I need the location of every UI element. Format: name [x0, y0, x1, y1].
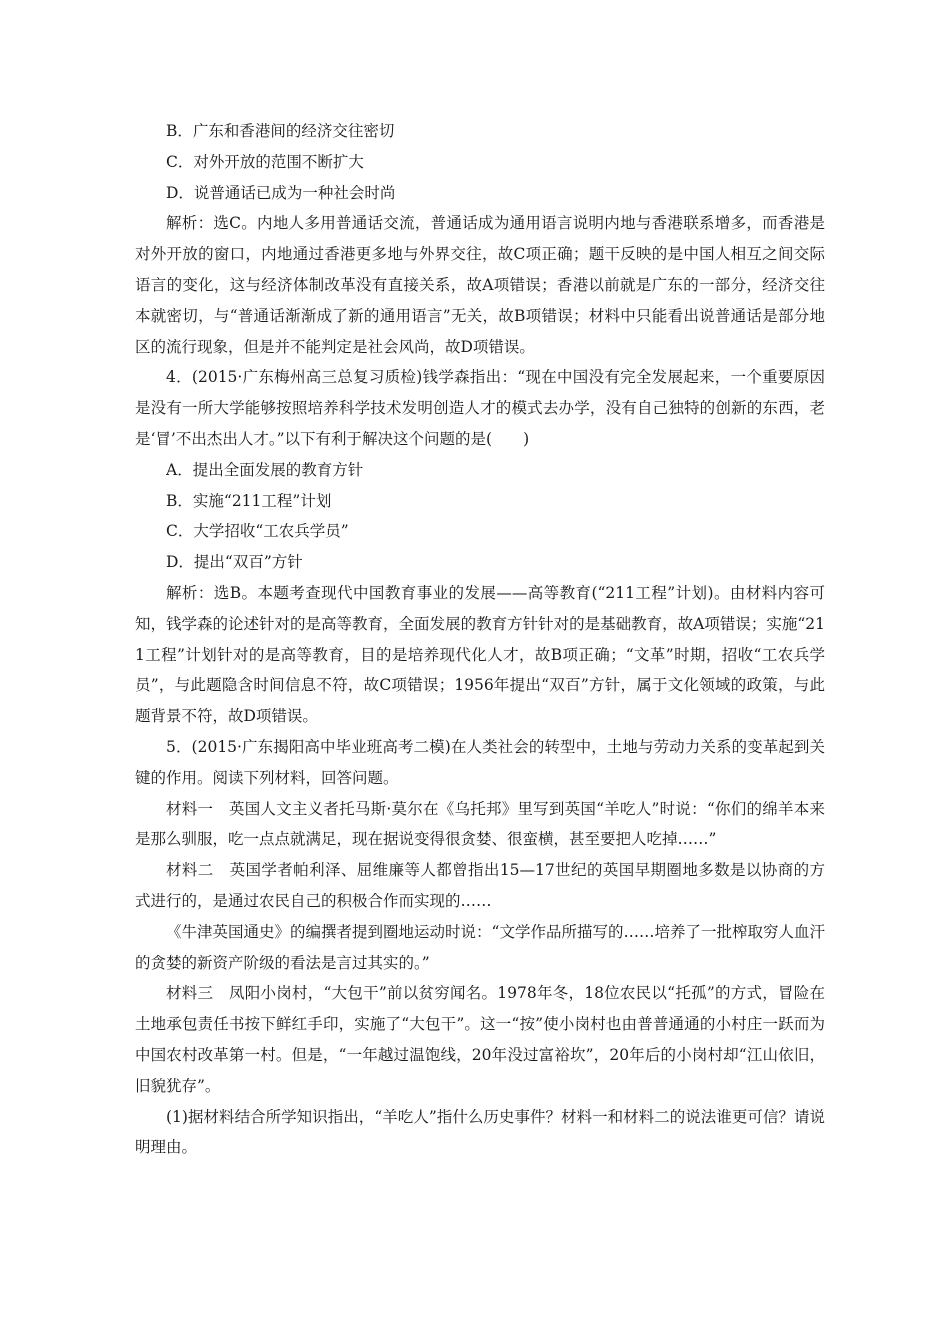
q5-material-2: 材料二 英国学者帕利泽、屈维廉等人都曾指出15—17世纪的英国早期圈地多数是以协商的方式进行的，是通过农民自己的积极合作而实现的…… — [135, 861, 825, 910]
q3-analysis: 解析：选C。内地人多用普通话交流，普通话成为通用语言说明内地与香港联系增多，而香港是对外开放的窗口，内地通过香港更多地与外界交往，故C项正确；题干反映的是中国人相互之间交际语言的变化，这与经济体制改革没有直接关系，故A项错误；香港以前就是广东的一部分，经济交往本就密切，与“普通话渐渐成了新的通用语言”无关，故B项错误；材料中只能看出说普通话是部分地区的流行现象，但是并不能判定是社会风尚，故D项错误。 — [135, 214, 825, 356]
q3-option-d: D．说普通话已成为一种社会时尚 — [166, 183, 396, 202]
q5-material-2-quote: 《牛津英国通史》的编撰者提到圈地运动时说：“文学作品所描写的……培养了一批榨取穷人血汗的贪婪的新资产阶级的看法是言过其实的。” — [135, 922, 825, 972]
q5-material-1: 材料一 英国人文主义者托马斯·莫尔在《乌托邦》里写到英国“羊吃人”时说：“你们的绵羊本来是那么驯服，吃一点点就满足，现在据说变得很贪婪、很蛮横，甚至要把人吃掉……” — [135, 799, 825, 849]
q4-option-c: C．大学招收“工农兵学员” — [166, 522, 349, 541]
q3-option-c: C．对外开放的范围不断扩大 — [166, 152, 364, 171]
q4-option-d: D．提出“双百”方针 — [166, 553, 303, 572]
q5-material-3: 材料三 凤阳小岗村，“大包干”前以贫穷闻名。1978年冬，18位农民以“托孤”的方式，冒险在土地承包责任书按下鲜红手印，实施了“大包干”。这一“按”使小岗村也由普普通通的小村庄一跃而为中国农村改革第一村。但是，“一年越过温饱线，20年没过富裕坎”，20年后的小岗村却“江山依旧，旧貌犹存”。 — [135, 984, 825, 1095]
q5-stem: 5．(2015·广东揭阳高中毕业班高考二模)在人类社会的转型中，土地与劳动力关系的变革起到关键的作用。阅读下列材料，回答问题。 — [135, 737, 825, 787]
q4-option-b: B．实施“211工程”计划 — [166, 491, 332, 510]
q4-analysis: 解析：选B。本题考查现代中国教育事业的发展——高等教育(“211工程”计划)。由材料内容可知，钱学森的论述针对的是高等教育，全面发展的教育方针针对的是基础教育，故A项错误；实施“211工程”计划针对的是高等教育，目的是培养现代化人才，故B项正确；“文革”时期，招收“工农兵学员”，与此题隐含时间信息不符，故C项错误；1956年提出“双百”方针，属于文化领域的政策，与此题背景不符，故D项错误。 — [135, 583, 825, 726]
q3-option-b: B．广东和香港间的经济交往密切 — [166, 122, 395, 140]
q4-stem: 4．(2015·广东梅州高三总复习质检)钱学森指出：“现在中国没有完全发展起来，一个重要原因是没有一所大学能够按照培养科学技术发明创造人才的模式去办学，没有自己独特的创新的东西，老是‘冒’不出杰出人才。”以下有利于解决这个问题的是( ) — [135, 368, 825, 448]
q5-question-1: (1)据材料结合所学知识指出，“羊吃人”指什么历史事件？材料一和材料二的说法谁更可信？请说明理由。 — [135, 1107, 825, 1157]
document-body — [135, 116, 825, 1163]
q4-option-a: A．提出全面发展的教育方针 — [166, 460, 364, 479]
